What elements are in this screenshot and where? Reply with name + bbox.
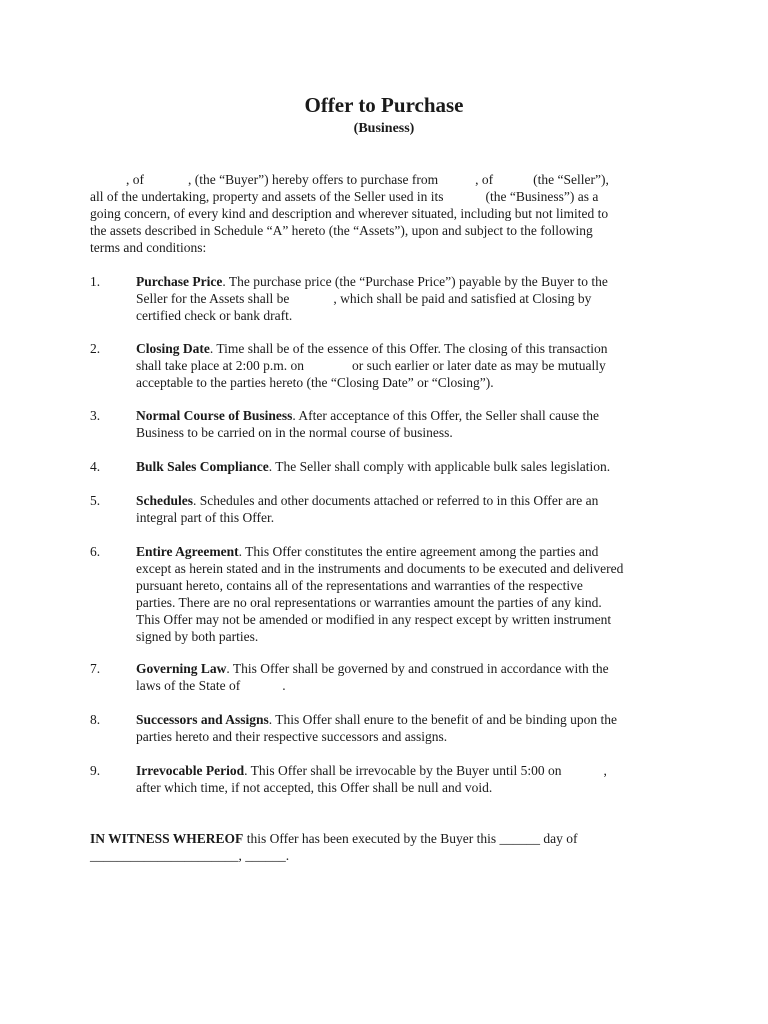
clause-heading: Purchase Price [136,274,223,289]
clause-heading: Bulk Sales Compliance [136,459,269,474]
intro-line-1: , of , (the “Buyer”) hereby offers to purchase from , of (the “Seller”), [126,172,609,187]
document-title: Offer to Purchase [304,93,464,117]
clause-number: 5. [90,493,101,508]
clause-heading: Schedules [136,493,194,508]
clause-number: 6. [90,544,101,559]
intro-line-2: all of the undertaking, property and assets of the Seller used in its (the “Business”) as a [90,189,599,204]
witness-heading: IN WITNESS WHEREOF [90,831,244,846]
clause-number: 2. [90,341,101,356]
clause-heading: Irrevocable Period [136,763,245,778]
intro-line-5: terms and conditions: [90,240,207,255]
clause-number: 7. [90,661,101,676]
clause-heading: Entire Agreement [136,544,239,559]
intro-paragraph [90,171,670,256]
clause-number: 1. [90,274,101,289]
clause-heading: Successors and Assigns [136,712,269,727]
witness-date-line: ______________________, ______. [90,848,290,863]
intro-line-3: going concern, of every kind and description and wherever situated, including but not limited to [90,206,609,221]
intro-line-4: the assets described in Schedule “A” hereto (the “Assets”), upon and subject to the following [90,223,593,238]
clause-heading: Governing Law [136,661,227,676]
document-subtitle: (Business) [353,121,415,136]
clause-number: 8. [90,712,101,727]
clause-number: 9. [90,763,101,778]
document-page: Offer to Purchase (Business) , of , (the “Buyer”) hereby offers to purchase from , of (the “Seller”), all of the undertaking, property and assets of the Seller used in its (the “Business”) as a going concern, of every kind and description and wherever situated, including but not limited to the assets described in Schedule “A” hereto (the “Assets”), upon and subject to the following terms and conditions: 1. Purchase Price. The purchase price (the “Purchase Price”) payable by the Buyer to the Seller for the Assets shall be , which shall be paid and satisfied at Closing by certified check or bank draft. 2. Closing Date. Time shall be of the essence of this Offer. The closing of this transaction shall take place at 2:00 p.m. on or such earlier or later date as may be mutually acceptable to the parties hereto (the “Closing Date” or “Closing”). 3. Normal Course of Business. After acceptance of this Offer, the Seller shall cause the Business to be carried on in the normal course of business. 4. Bulk Sales Compliance. The Seller shall comply with applicable bulk sales legislation. 5. Schedules. Schedules and other documents attached or referred to in this Offer are an integral part of this Offer. 6. Entire Agreement. This Offer constitutes the entire agreement among the parties and except as herein stated and in the instruments and documents to be executed and delivered pursuant hereto, contains all of the representations and warranties of the respective parties. There are no oral representations or warranties amount the parties of any kind. This Offer may not be amended or modified in any respect except by written instrument signed by both parties. 7. Governing Law. This Offer shall be governed by and construed in accordance with the laws of the State of . 8. Successors and Assigns. This Offer shall enure to the benefit of and be binding upon the parties hereto and their respective successors and assigns. 9. Irrevocable Period. This Offer shall be irrevocable by the Buyer until 5:00 on , after which time, if not accepted, this Offer shall be null and void. IN WITNESS WHEREOF this Offer has been executed by the Buyer this ______ day of ______________________, ______. [0,0,768,1024]
witness-paragraph: IN WITNESS WHEREOF this Offer has been executed by the Buyer this ______ day of ______________________, ______. [90,830,690,864]
clause-number: 4. [90,459,101,474]
clause-heading: Closing Date [136,341,210,356]
clause-number: 3. [90,408,101,423]
clause-heading: Normal Course of Business [136,408,293,423]
